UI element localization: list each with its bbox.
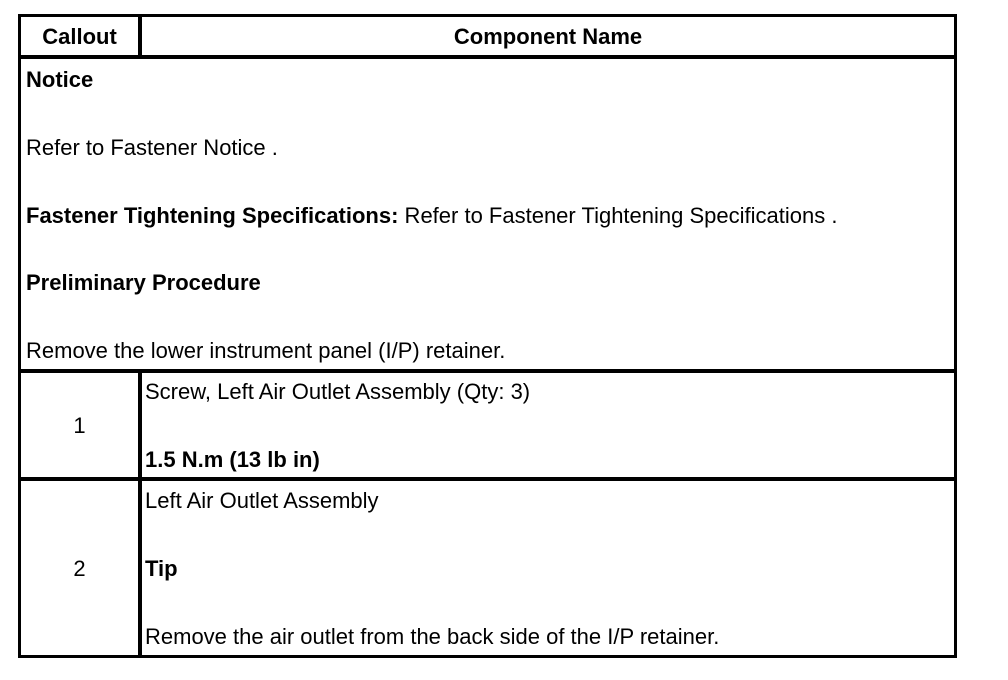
rows-column-divider	[138, 369, 142, 655]
row-2-callout: 2	[73, 556, 86, 581]
spec-text: Refer to Fastener Tightening Specifications .	[398, 203, 838, 228]
callout-header: Callout	[42, 24, 117, 49]
row-2-tip-heading: Tip	[145, 556, 178, 581]
header-divider	[21, 55, 954, 59]
spec-label: Fastener Tightening Specifications:	[26, 203, 399, 228]
row-2-tip-text: Remove the air outlet from the back side of the I/P retainer.	[145, 624, 720, 649]
row-1-torque: 1.5 N.m (13 lb in)	[145, 447, 320, 472]
row-1-callout: 1	[73, 413, 86, 438]
component-table	[18, 14, 957, 658]
component-name-header: Component Name	[453, 24, 643, 49]
row-2-divider	[21, 477, 954, 481]
row-1-name: Screw, Left Air Outlet Assembly (Qty: 3)	[145, 379, 531, 404]
notice-text: Refer to Fastener Notice .	[26, 135, 278, 160]
row-1-divider	[21, 369, 954, 373]
preliminary-text: Remove the lower instrument panel (I/P) retainer.	[26, 338, 506, 363]
spec-line	[26, 203, 837, 229]
preliminary-heading: Preliminary Procedure	[26, 270, 261, 295]
row-2-name: Left Air Outlet Assembly	[145, 488, 379, 513]
notice-heading: Notice	[26, 67, 94, 92]
